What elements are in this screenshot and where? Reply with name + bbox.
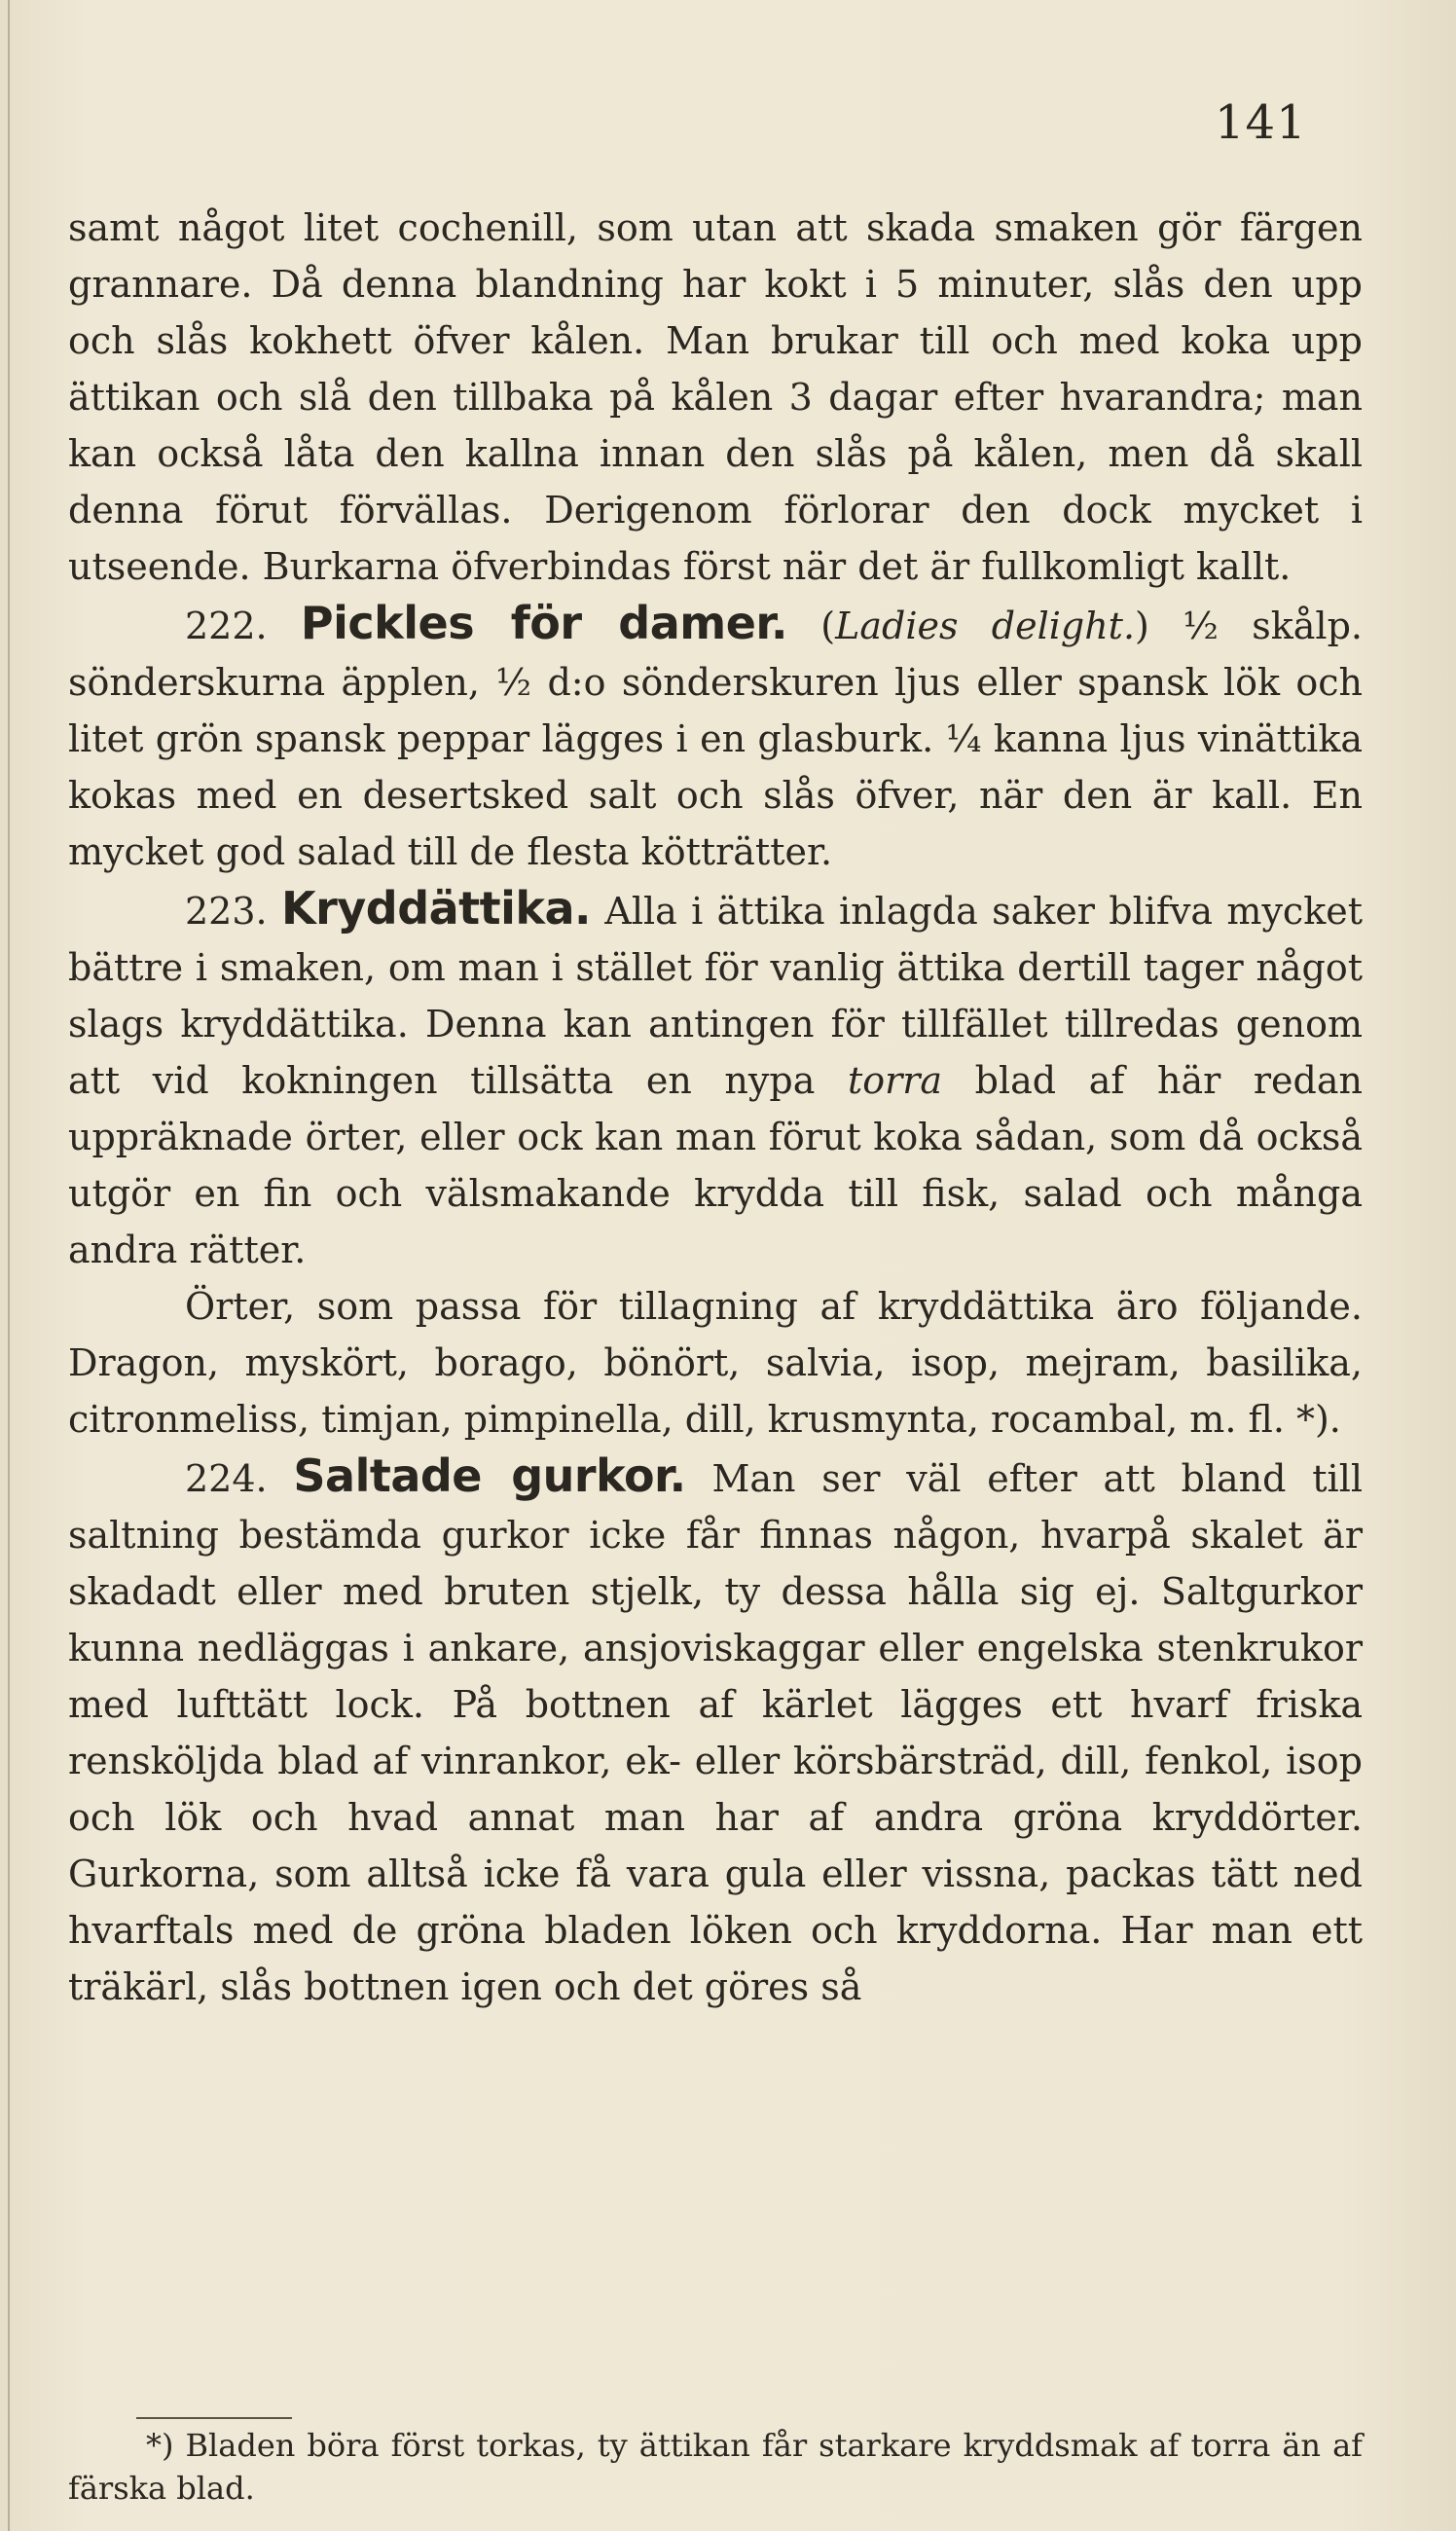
body-text	[68, 200, 1363, 2015]
text-run: Alla i ättika inlagda saker blifva mycket bättre i smaken, om man i stället för vanlig ättika dertill tager något slags kryddättika. Denna kan antingen för tillfället tillredas genom att vid kokningen tillsätta en nypa	[68, 890, 1363, 1102]
recipe-heading: Kryddättika.	[280, 882, 592, 935]
text-run: Örter, som passa för tillagning af kryddättika äro följande. Dragon, myskört, borago, bönört, salvia, isop, mejram, basilika, citronmeliss, timjan, pimpinella, dill, krusmynta, rocambal, m. fl. *).	[68, 1285, 1363, 1441]
recipe-heading: Saltade gurkor.	[293, 1449, 686, 1502]
page-number: 141	[1215, 95, 1307, 150]
text-run: (	[787, 605, 836, 647]
italic-text: Ladies delight.	[835, 605, 1136, 647]
text-run: blad af här redan uppräknade örter, eller ock kan man förut koka sådan, som då också utgör en fin och välsmakande krydda till fisk, salad och många andra rätter.	[68, 1059, 1363, 1271]
paragraph-p1	[68, 595, 1363, 880]
paragraph-p0	[68, 200, 1363, 595]
footnote: *) Bladen böra först torkas, ty ättikan får starkare kryddsmak af torra än af färska blad.	[68, 2427, 1363, 2507]
text-run: 223.	[185, 890, 281, 933]
paragraph-p3	[68, 1278, 1363, 1448]
footnote-rule	[136, 2417, 292, 2419]
text-run: 222.	[185, 605, 301, 647]
page-edge-line	[8, 0, 10, 2531]
text-run: samt något litet cochenill, som utan att skada smaken gör färgen grannare. Då denna blandning har kokt i 5 minuter, slås den upp och slås kokhett öfver kålen. Man brukar till och med koka upp ättikan och slå den tillbaka på kålen 3 dagar efter hvarandra; man kan också låta den kallna innan den slås på kålen, men då skall denna förut förvällas. Derigenom förlorar den dock mycket i utseende. Burkarna öfverbindas först när det är fullkomligt kallt.	[68, 206, 1363, 588]
text-run: ) ½ skålp. sönderskurna äpplen, ½ d:o sönderskuren ljus eller spansk lök och litet grön spansk peppar lägges i en glasburk. ¼ kanna ljus vinättika kokas med en desertsked salt och slås öfver, när den är kall. En mycket god salad till de flesta kötträtter.	[68, 605, 1363, 873]
italic-text: torra	[847, 1059, 943, 1102]
text-run: Man ser väl efter att bland till saltning bestämda gurkor icke får finnas någon, hvarpå skalet är skadadt eller med bruten stjelk, ty dessa hålla sig ej. Saltgurkor kunna nedläggas i ankare, ansjoviskaggar eller engelska stenkrukor med lufttätt lock. På bottnen af kärlet lägges ett hvarf friska rensköljda blad af vinrankor, ek- eller körsbärsträd, dill, fenkol, isop och lök och hvad annat man har af andra gröna kryddörter. Gurkorna, som alltså icke få vara gula eller vissna, packas tätt ned hvarftals med de gröna bladen löken och kryddorna. Har man ett träkärl, slås bottnen igen och det göres så	[68, 1457, 1363, 2008]
paragraph-p4	[68, 1448, 1363, 2015]
paragraph-p2	[68, 880, 1363, 1278]
recipe-heading: Pickles för damer.	[300, 597, 788, 649]
text-run: 224.	[185, 1457, 294, 1500]
